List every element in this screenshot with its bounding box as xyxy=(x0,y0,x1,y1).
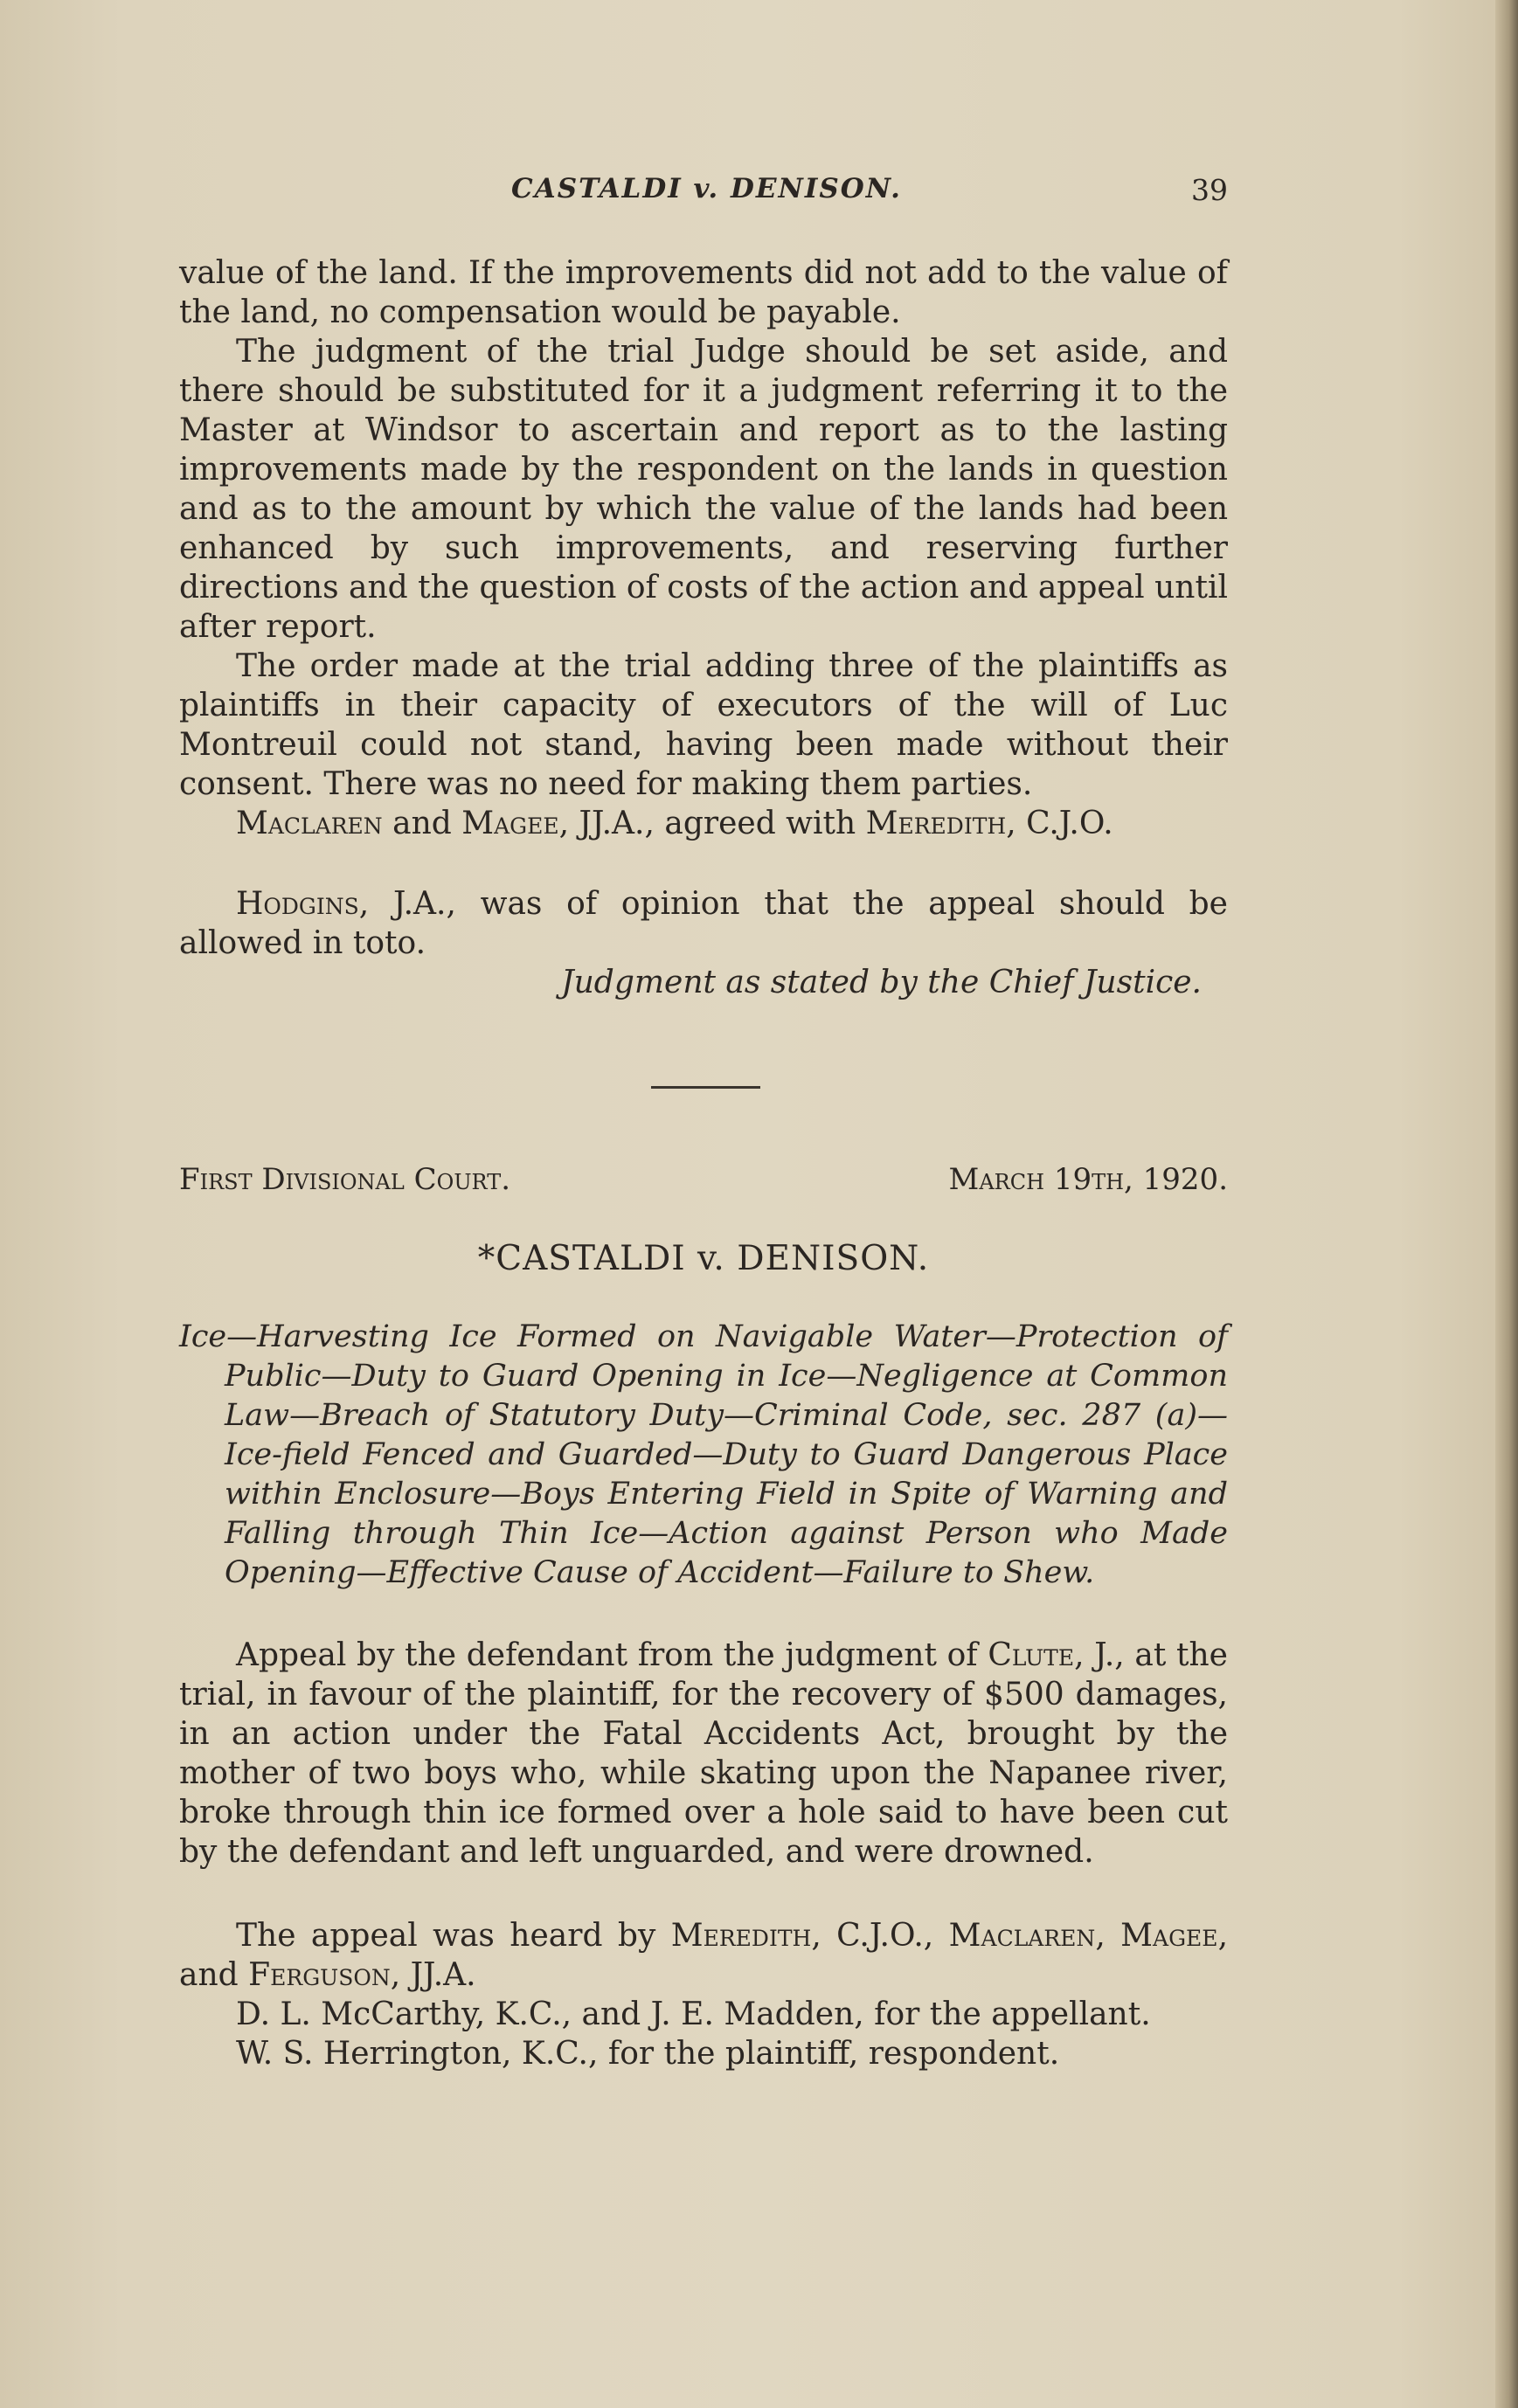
court-line xyxy=(179,1162,1228,1197)
judge-name-magee: Magee xyxy=(461,806,559,841)
concur-end: , C.J.O. xyxy=(1006,806,1113,841)
opinion-continuation xyxy=(179,253,1228,804)
appeal-post: , J., at the trial, in favour of the plaintiff, for the recovery of $500 damages, in an action under the Fatal Accidents Act, brought by the mother of two boys who, while skating upon the Napanee river, broke through thin ice formed over a hole said to have been cut by the defendant and left unguarded, and were drowned. xyxy=(179,1637,1228,1870)
decision-date xyxy=(949,1162,1228,1197)
heard-s2: , xyxy=(1095,1918,1121,1954)
heard-s1: , C.J.O., xyxy=(811,1918,949,1954)
concurrence-paragraph xyxy=(179,804,1228,843)
heard-s3: , and xyxy=(179,1918,1229,1993)
dissent-paragraph xyxy=(179,884,1228,963)
court-name: First Divisional Court. xyxy=(179,1162,511,1197)
judge-name-ferguson: Ferguson xyxy=(248,1957,391,1993)
concurrence-line xyxy=(179,804,1228,843)
appeal-statement xyxy=(179,1636,1228,1872)
page-number: 39 xyxy=(1191,173,1228,207)
judge-name-meredith-2: Meredith xyxy=(670,1918,812,1954)
hearing-block xyxy=(179,1916,1228,2073)
judge-name-meredith: Meredith xyxy=(865,806,1007,841)
appeal-pre: Appeal by the defendant from the judgment of xyxy=(236,1637,988,1673)
book-spine-shadow xyxy=(1495,0,1518,2408)
paragraph-order-executors: The order made at the trial adding three of the plaintiffs as plaintiffs in their capacity of executors of the will of Luc Montreuil could not stand, having been made without their consent. There was no need for making them parties. xyxy=(179,648,1228,802)
judge-name-maclaren: Maclaren xyxy=(236,806,383,841)
dissent-text: , J.A., was of opinion that the appeal should be allowed in toto. xyxy=(179,886,1228,961)
running-head-title: CASTALDI v. DENISON. xyxy=(511,173,902,204)
judge-name-magee-2: Magee xyxy=(1120,1918,1218,1954)
judge-name-maclaren-2: Maclaren xyxy=(948,1918,1096,1954)
heard-s4: , JJ.A. xyxy=(390,1957,476,1993)
judgment-statement: Judgment as stated by the Chief Justice. xyxy=(561,965,1202,1000)
counsel-respondent: W. S. Herrington, K.C., for the plaintiff, respondent. xyxy=(236,2036,1060,2072)
date-suffix: th xyxy=(1092,1162,1125,1197)
concur-mid: , JJ.A., agreed with xyxy=(558,806,866,841)
section-divider xyxy=(651,1086,760,1089)
case-title: *CASTALDI v. DENISON. xyxy=(477,1239,930,1278)
running-head xyxy=(179,173,1228,217)
dissent-block xyxy=(179,884,1228,1002)
judge-name-clute: Clute xyxy=(988,1637,1075,1673)
paragraph-value-of-land: value of the land. If the improvements did not add to the value of the land, no compensation would be payable. xyxy=(179,255,1228,330)
headnote: Ice—Harvesting Ice Formed on Navigable Water—Protection of Public—Duty to Guard Opening in Ice—Negligence at Common Law—Breach of Statutory Duty—Criminal Code, sec. 287 (a)—Ice-field Fenced and Guarded—Duty to Guard Dangerous Place within Enclosure—Boys Entering Field in Spite of Warning and Falling through Thin Ice—Action against Person who Made Opening—Effective Cause of Accident—Failure to Shew. xyxy=(179,1319,1228,1590)
date-prefix: March 19 xyxy=(948,1162,1092,1197)
concur-and: and xyxy=(382,806,462,841)
judge-name-hodgins: Hodgins xyxy=(236,886,359,922)
date-year: , 1920. xyxy=(1124,1162,1228,1197)
heard-pre: The appeal was heard by xyxy=(236,1918,671,1954)
counsel-appellant: D. L. McCarthy, K.C., and J. E. Madden, for the appellant. xyxy=(236,1996,1151,2032)
appeal-paragraph xyxy=(179,1636,1228,1872)
heard-paragraph xyxy=(179,1916,1228,1995)
paragraph-judgment-set-aside: The judgment of the trial Judge should be set aside, and there should be substituted for it a judgment referring it to the Master at Windsor to ascertain and report as to the lasting improvements made by the respondent on the lands in question and as to the amount by which the value of the lands had been enhanced by such improvements, and reserving further directions and the question of costs of the action and appeal until after report. xyxy=(179,334,1228,645)
